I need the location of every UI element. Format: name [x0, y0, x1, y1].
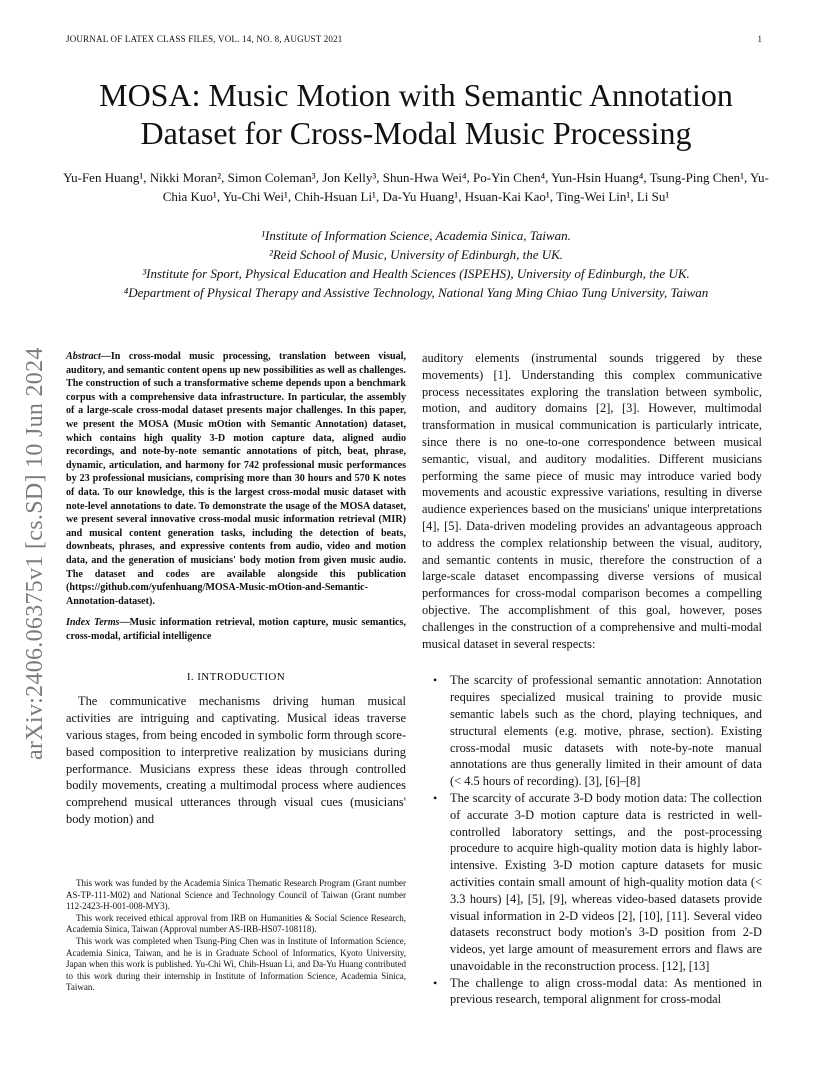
page-number: 1: [757, 34, 762, 44]
abstract-lead: Abstract: [66, 351, 101, 362]
footnote-funding: This work was funded by the Academia Sinica Thematic Research Program (Grant number AS-TP-111-M02) and National Science and Technology Council of Taiwan (Grant number 112-2423-H-001-008-MY3).: [66, 878, 406, 912]
affiliation-1: ¹Institute of Information Science, Academia Sinica, Taiwan.: [261, 228, 571, 243]
arxiv-stamp: arXiv:2406.06375v1 [cs.SD] 10 Jun 2024: [22, 347, 48, 760]
abstract: [66, 350, 406, 608]
list-item: [433, 975, 762, 1009]
affiliation-2: ²Reid School of Music, University of Edinburgh, the UK.: [268, 247, 564, 262]
paper-title: MOSA: Music Motion with Semantic Annotation Dataset for Cross-Modal Music Processing: [99, 77, 733, 151]
list-item: [433, 672, 762, 790]
footnote-affiliation: This work was completed when Tsung-Ping Chen was in Institute of Information Science, Academia Sinica, Taiwan, and he is in Graduate School of Informatics, Kyoto University, Japan when this work is published. Yu-Chi Wi, Chih-Hsuan Li, and Da-Yu Huang contributed to this work during their internship in Institute of Information Science, Academia Sinica, Taiwan.: [66, 935, 406, 993]
running-header: JOURNAL OF LATEX CLASS FILES, VOL. 14, NO. 8, AUGUST 2021: [66, 34, 343, 44]
index-terms: [66, 616, 406, 643]
right-column: [422, 350, 762, 1008]
bullet-marker: •: [433, 790, 438, 805]
challenge-list: [422, 672, 762, 1008]
author-list: Yu-Fen Huang¹, Nikki Moran², Simon Coleman³, Jon Kelly³, Shun-Hwa Wei⁴, Po-Yin Chen⁴, Yun-Hsin Huang⁴, Tsung-Ping Chen¹, Yu-Chia Kuo¹, Yu-Chi Wei¹, Chih-Hsuan Li¹, Da-Yu Huang¹, Hsuan-Kai Kao¹, Ting-Wei Lin¹, Li Su¹: [63, 170, 769, 204]
list-item-text: The scarcity of accurate 3-D body motion data: The collection of accurate 3-D motion capture data is restricted in well-controlled laboratory settings, and the post-processing procedure to acquire high-quality motion data is highly labor-intensive. Existing 3-D motion capture datasets for music activities contain small amount of high-quality motion data (< 3.3 hours) [4], [5], [9], whereas video-based datasets provide visual information in 2-D videos [2], [10], [11]. Several video datasets reconstruct body motion's 3-D position from 2-D videos, yet large amount of measurement errors and flaws are unavoidable in the reconstruction process. [12], [13]: [450, 790, 762, 973]
footnote-ethics: This work received ethical approval from IRB on Humanities & Social Science Research, Academia Sinica, Taiwan (Approval number AS-IRB-HS07-108118).: [66, 912, 406, 935]
index-terms-lead: Index Terms: [66, 617, 120, 629]
affiliation-3: ³Institute for Sport, Physical Education and Health Sciences (ISPEHS), University of Edinburgh, the UK.: [142, 266, 690, 281]
intro-paragraph-right: auditory elements (instrumental sounds triggered by these movements) [1]. Understanding this complex communicative process necessitates exploring the translation between symbolic, motion, and auditory domains [2], [3]. However, multimodal transformation in musical communication is particularly intricate, since there is no one-to-one correspondence between musical semantic, visual, and auditory modalities. Different musicians performing the same piece of music may introduce varied body movements and acoustic expressive variations, resulting in diverse audience experiences based on the musicians' unique interpretations [4], [5]. Data-driven modeling provides an advantageous approach to address the complex relationship between the visual, auditory, and semantic contents in music, therefore the construction of a large-scale dataset encompassing diverse versions of musical performances for cross-modal comparison becomes a compelling objective. The accomplishment of this goal, however, poses challenges in the construction of a comprehensive and multi-modal musical dataset in several respects:: [422, 351, 762, 651]
abstract-text: —In cross-modal music processing, translation between visual, auditory, and semantic content opens up new possibilities as well as challenges. The construction of such a transformative scheme depends upon a benchmark corpus with a comprehensive data infrastructure. In particular, the assembly of a large-scale cross-modal dataset presents major challenges. In this paper, we present the MOSA (Music mOtion with Semantic Annotation) dataset, which contains high quality 3-D motion capture data, aligned audio recordings, and note-by-note semantic annotations of pitch, beat, phrase, dynamic, articulation, and harmony for 742 professional music performances by 23 professional musicians, comprising more than 30 hours and 570 K notes of data. To our knowledge, this is the largest cross-modal music dataset with note-level annotations to date. To demonstrate the usage of the MOSA dataset, we present several innovative cross-modal music information retrieval (MIR) and musical content generation tasks, including the detection of beats, downbeats, phrases, and expressive contents from audio, video and motion data, and the generation of musicians' body motion from given music audio. The dataset and codes are available alongside this publication (https://github.com/yufenhuang/MOSA-Music-mOtion-and-Semantic-Annotation-dataset).: [66, 351, 406, 607]
list-item: [433, 790, 762, 975]
affiliations: [62, 226, 770, 302]
list-item-text: The scarcity of professional semantic annotation: Annotation requires specialized musical training to provide music semantic labels such as the chord, playing techniques, and structural elements (e.g. motive, phrase, section). Existing cross-modal music datasets with note-by-note manual annotations are thus generally limited in their amount of data (< 4.5 hours of recording). [3], [6]–[8]: [450, 673, 762, 789]
index-terms-text: —Music information retrieval, motion capture, music semantics, cross-modal, artificial intelligence: [66, 617, 406, 642]
section-heading-introduction: I. INTRODUCTION: [186, 671, 286, 684]
footnotes: [66, 878, 406, 994]
left-column: [66, 350, 406, 828]
list-item-text: The challenge to align cross-modal data: As mentioned in previous research, temporal alignment for cross-modal: [450, 975, 762, 1007]
bullet-marker: •: [433, 673, 438, 688]
bullet-marker: •: [433, 975, 438, 990]
affiliation-4: ⁴Department of Physical Therapy and Assistive Technology, National Yang Ming Chiao Tung University, Taiwan: [123, 285, 709, 300]
intro-paragraph-left: The communicative mechanisms driving human musical activities are intriguing and captivating. Musical ideas traverse various stages, from being encoded in symbolic form through score-based composition to interpretive realization by musicians during performance. Musicians express these ideas through controlled bodily movements, creating a multimodal process where audiences comprehend musical utterances through visual cues (musicians' body motion) and: [66, 694, 406, 827]
